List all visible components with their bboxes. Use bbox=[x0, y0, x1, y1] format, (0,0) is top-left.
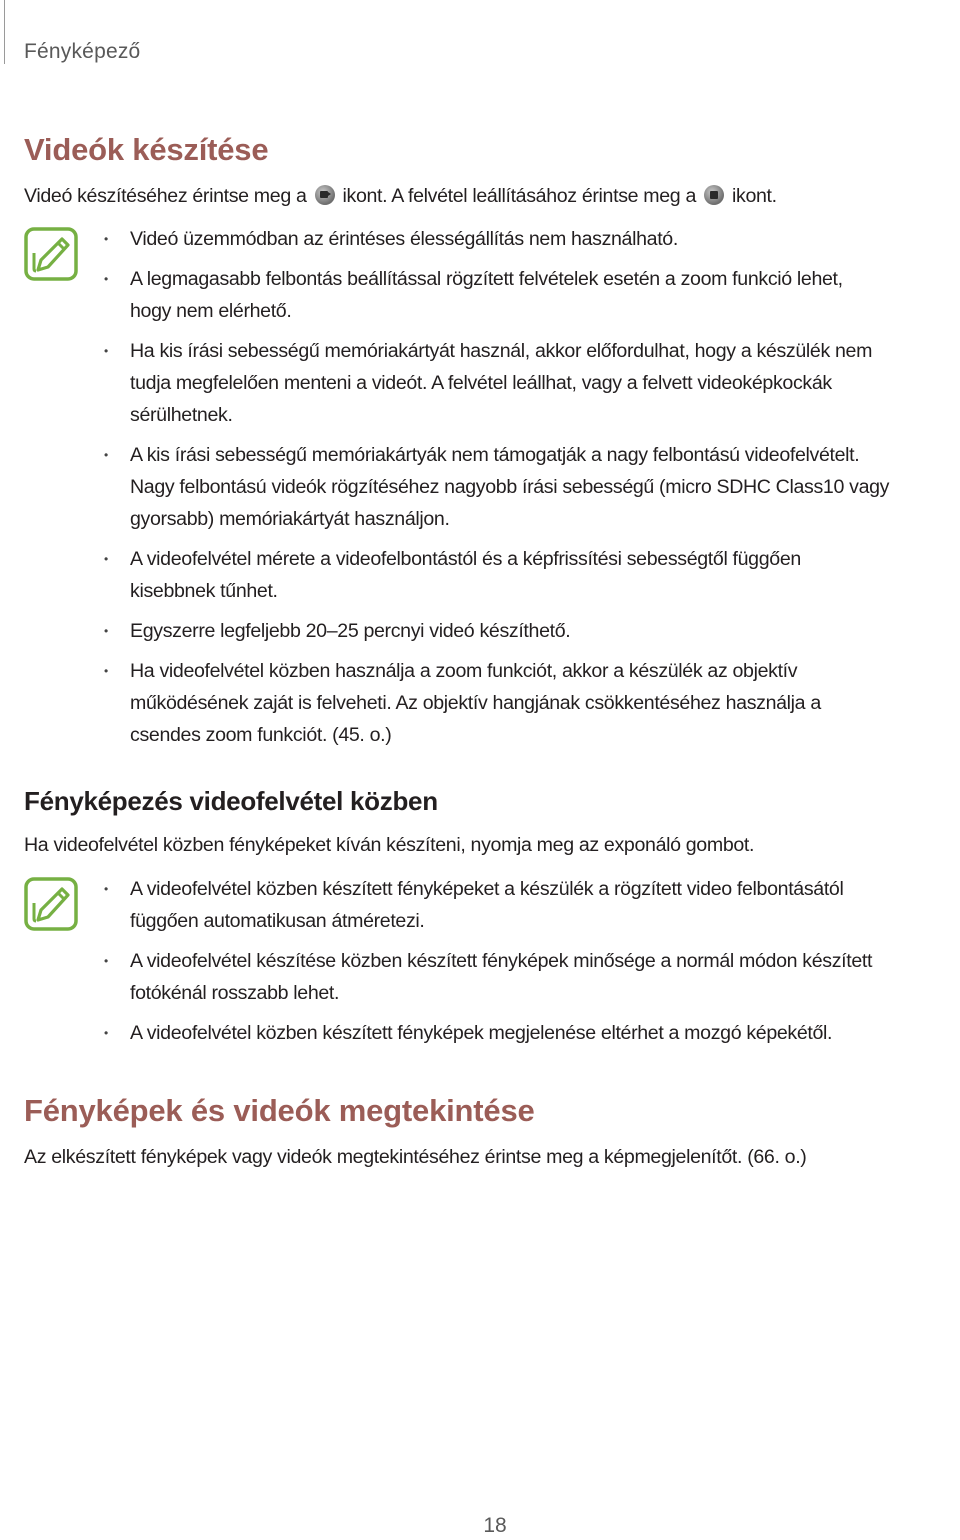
stop-icon bbox=[704, 185, 724, 205]
note-line: hogy nem elérhető. bbox=[130, 300, 292, 322]
video-camera-icon bbox=[315, 185, 335, 205]
note-list bbox=[24, 223, 960, 751]
note-line: Videó üzemmódban az érintéses élességállítás nem használható. bbox=[130, 228, 678, 250]
note-item bbox=[130, 945, 960, 1009]
note-line: fotókénál rosszabb lehet. bbox=[130, 982, 340, 1004]
note-line: A videofelvétel mérete a videofelbontástól és a képfrissítési sebességtől függően bbox=[130, 548, 801, 570]
section-title-view-media: Fényképek és videók megtekintése bbox=[24, 1093, 535, 1128]
note-line: Egyszerre legfeljebb 20–25 percnyi videó készíthető. bbox=[130, 620, 571, 642]
note-line: Ha kis írási sebességű memóriakártyát használ, akkor előfordulhat, hogy a készülék nem bbox=[130, 340, 873, 362]
intro-text-part2: ikont. A felvétel leállításához érintse meg a bbox=[342, 185, 696, 207]
note-item bbox=[130, 615, 960, 647]
header-rule bbox=[4, 0, 5, 64]
note-line: A videofelvétel készítése közben készített fényképek minősége a normál módon készített bbox=[130, 950, 873, 972]
note-block bbox=[24, 223, 960, 751]
section-title-video-recording: Videók készítése bbox=[24, 132, 269, 167]
intro-text-part1: Videó készítéséhez érintse meg a bbox=[24, 185, 307, 207]
section-intro: Ha videofelvétel közben fényképeket kíván készíteni, nyomja meg az exponáló gombot. bbox=[24, 834, 755, 856]
note-line: Nagy felbontású videók rögzítéséhez nagyobb írási sebességű (micro SDHC Class10 vagy bbox=[130, 476, 890, 498]
running-header: Fényképező bbox=[24, 40, 141, 63]
note-line: működésének zaját is felveheti. Az objektív hangjának csökkentéséhez használja a bbox=[130, 692, 821, 714]
note-item bbox=[130, 1017, 960, 1049]
note-line: kisebbnek tűnhet. bbox=[130, 580, 278, 602]
note-item bbox=[130, 263, 960, 327]
note-line: csendes zoom funkciót. (45. o.) bbox=[130, 724, 392, 746]
note-line: sérülhetnek. bbox=[130, 404, 233, 426]
note-pencil-icon bbox=[24, 877, 78, 931]
section-intro bbox=[24, 180, 960, 212]
note-item bbox=[130, 655, 960, 751]
note-line: gyorsabb) memóriakártyát használjon. bbox=[130, 508, 450, 530]
note-block bbox=[24, 873, 960, 1049]
note-item bbox=[130, 543, 960, 607]
note-line: A videofelvétel közben készített fényképek megjelenése eltérhet a mozgó képekétől. bbox=[130, 1022, 833, 1044]
note-item bbox=[130, 335, 960, 431]
note-line: A kis írási sebességű memóriakártyák nem támogatják a nagy felbontású videofelvételt. bbox=[130, 444, 860, 466]
note-line: függően automatikusan átméretezi. bbox=[130, 910, 425, 932]
note-line: A legmagasabb felbontás beállítással rögzített felvételek esetén a zoom funkció lehet, bbox=[130, 268, 843, 290]
note-line: A videofelvétel közben készített fényképeket a készülék a rögzített video felbontásától bbox=[130, 878, 844, 900]
note-pencil-icon bbox=[24, 227, 78, 281]
section-title-photo-during-video: Fényképezés videofelvétel közben bbox=[24, 786, 438, 816]
note-list bbox=[24, 873, 960, 1049]
note-item bbox=[130, 873, 960, 937]
note-item bbox=[130, 439, 960, 535]
note-item bbox=[130, 223, 960, 255]
section-intro: Az elkészített fényképek vagy videók megtekintéséhez érintse meg a képmegjelenítőt. (66. o.) bbox=[24, 1146, 807, 1168]
intro-text-part3: ikont. bbox=[732, 185, 777, 207]
page-number: 18 bbox=[483, 1514, 507, 1537]
note-line: Ha videofelvétel közben használja a zoom funkciót, akkor a készülék az objektív bbox=[130, 660, 798, 682]
note-line: tudja megfelelően menteni a videót. A felvétel leállhat, vagy a felvett videoképkockák bbox=[130, 372, 832, 394]
page-content bbox=[24, 128, 960, 1173]
